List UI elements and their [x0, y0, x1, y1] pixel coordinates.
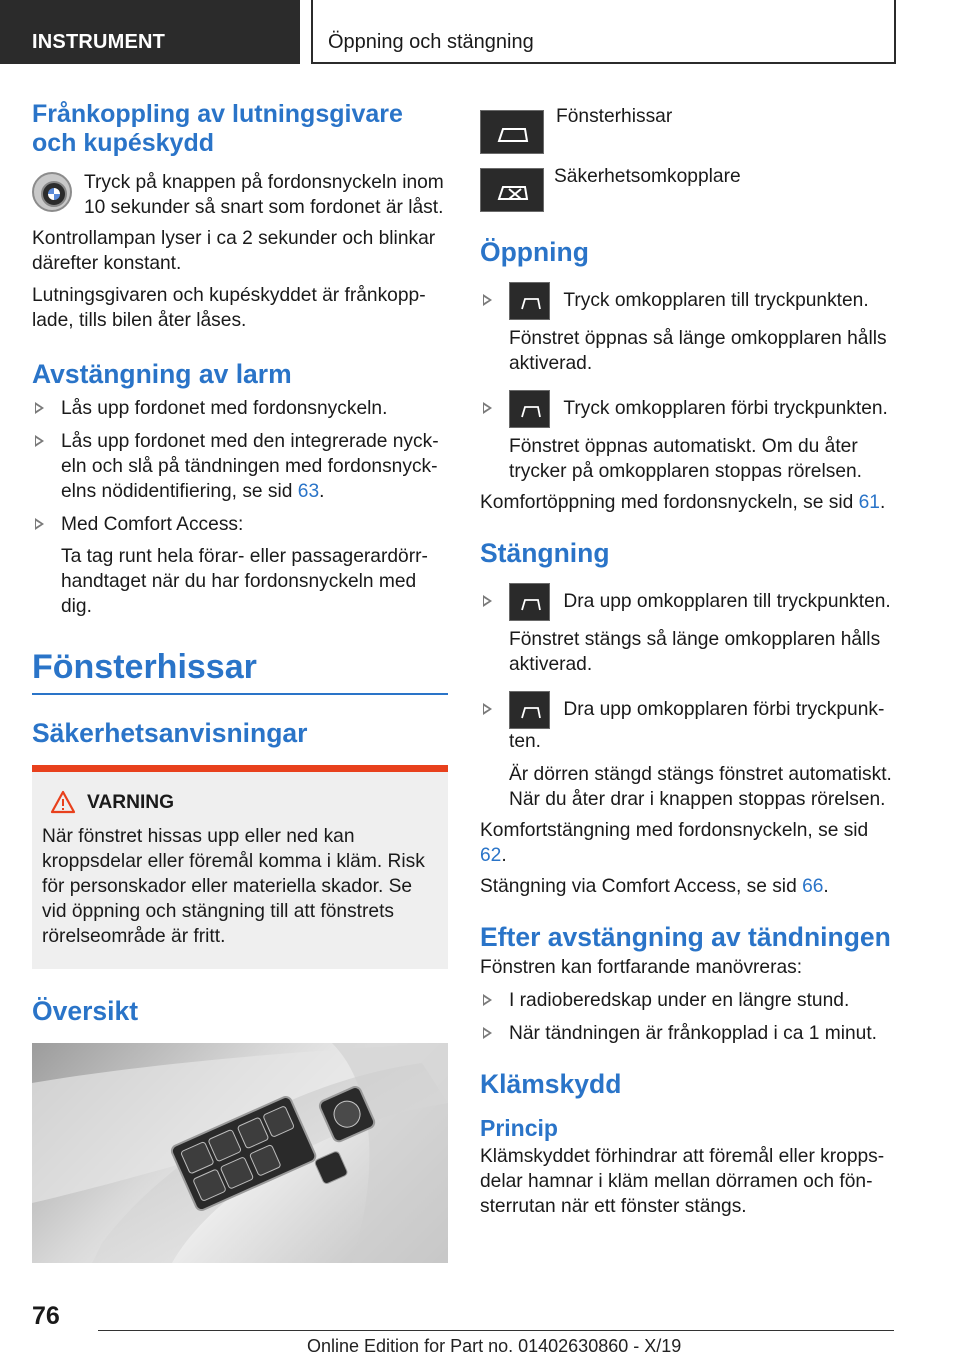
page-link-66[interactable]: 66	[802, 876, 824, 897]
heading-principle: Princip	[480, 1115, 558, 1141]
list-item: Tryck omkopplaren till tryckpunkten. Fönstret öppnas så länge omkopplaren hålls aktiverad.	[480, 282, 894, 376]
footer-rule	[98, 1330, 894, 1331]
list-item: Lås upp fordonet med fordonsnyckeln.	[32, 396, 448, 421]
heading-rule	[32, 693, 448, 695]
comfort-access-text: Stängning via Comfort Access, se sid 66.	[480, 876, 829, 897]
left-column	[32, 100, 448, 1263]
bullet-triangle-icon	[483, 994, 492, 1006]
door-switch-illustration	[32, 1043, 448, 1263]
warning-triangle-icon	[50, 790, 76, 814]
safety-switch-icon	[480, 168, 544, 212]
switch-icon	[509, 691, 550, 729]
switch-icon	[509, 390, 550, 428]
key-instruction	[32, 170, 448, 220]
list-item: Med Comfort Access: Ta tag runt hela förar- eller passagerardörrhandtaget när du har fordonsnyckeln med dig.	[32, 512, 448, 619]
bullet-triangle-icon	[35, 435, 44, 447]
warning-title: VARNING	[87, 791, 175, 813]
after-ignition-text: Fönstren kan fortfarande manövreras:	[480, 957, 803, 978]
tilt-paragraph-1: Kontrollampan lyser i ca 2 sekunder och blinkar därefter konstant.	[32, 228, 436, 274]
right-column	[480, 104, 894, 1219]
comfort-opening-text: Komfortöppning med fordonsnyckeln, se sid 61.	[480, 492, 886, 513]
bullet-triangle-icon	[35, 518, 44, 530]
heading-windows: Fönsterhissar	[32, 648, 257, 686]
legend-safety-switch: Säkerhetsomkopplare	[480, 164, 894, 224]
switch-icon	[509, 282, 550, 320]
tilt-paragraph-2: Lutningsgivaren och kupéskyddet är frånkopplade, tills bilen åter låses.	[32, 285, 426, 331]
pinch-protection-text: Klämskyddet förhindrar att föremål eller kroppsdelar hamnar i kläm mellan dörramen och fönsterrutan när ett fönster stängs.	[480, 1146, 885, 1217]
bullet-triangle-icon	[483, 1027, 492, 1039]
bullet-triangle-icon	[483, 402, 492, 414]
heading-tilt-sensor: Frånkoppling av lutningsgivare och kupéskydd	[32, 100, 403, 157]
list-item: Dra upp omkopplaren förbi tryckpunkten. Är dörren stängd stängs fönstret automatiskt. När du åter drar i knappen stoppas rörelsen.	[480, 691, 894, 812]
warning-text: När fönstret hissas upp eller ned kan kroppsdelar eller föremål komma i kläm. Risk för personskador eller materiella skador. Se vid öppning och stängning till att fönstrets rörelseområde är fritt.	[42, 825, 425, 947]
list-item: Tryck omkopplaren förbi tryckpunkten. Fönstret öppnas automatiskt. Om du åter trycker på omkopplaren stoppas rörelsen.	[480, 390, 894, 484]
list-item: När tändningen är frånkopplad i ca 1 minut.	[480, 1021, 894, 1046]
section-title: INSTRUMENT	[32, 31, 166, 53]
edition-text: Online Edition for Part no. 01402630860 - X/19	[307, 1336, 682, 1356]
key-instruction-text: Tryck på knappen på fordonsnyckeln inom 10 sekunder så snart som fordonet är låst.	[84, 172, 444, 218]
list-item: Dra upp omkopplaren till tryckpunkten. Fönstret stängs så länge omkopplaren hålls aktiverad.	[480, 583, 894, 677]
bmw-key-icon	[32, 172, 72, 212]
switch-icon	[509, 583, 550, 621]
page-link-63[interactable]: 63	[297, 481, 320, 502]
heading-after-ignition: Efter avstängning av tändningen	[480, 922, 891, 952]
heading-safety: Säkerhetsanvisningar	[32, 717, 308, 748]
legend-window-lifters: Fönsterhissar	[480, 104, 894, 150]
page-number: 76	[32, 1302, 60, 1330]
warning-box	[32, 765, 448, 969]
heading-alarm: Avstängning av larm	[32, 359, 292, 389]
heading-pinch-protection: Klämskydd	[480, 1069, 622, 1099]
chapter-title: Öppning och stängning	[328, 31, 534, 53]
comfort-closing-text: Komfortstängning med fordonsnyckeln, se sid 62.	[480, 820, 869, 866]
heading-opening: Öppning	[480, 237, 589, 267]
bullet-triangle-icon	[483, 595, 492, 607]
page-link-62[interactable]: 62	[480, 845, 502, 866]
window-switch-icon	[480, 110, 544, 154]
chapter-tab	[311, 0, 896, 64]
section-tab	[0, 0, 300, 64]
bullet-triangle-icon	[483, 703, 492, 715]
list-item: Lås upp fordonet med den integrerade nyckeln och slå på tändningen med fordonsnyckelns nödidentifiering, se sid 63.	[32, 429, 448, 504]
heading-overview: Översikt	[32, 995, 139, 1026]
page-link-61[interactable]: 61	[858, 492, 880, 513]
list-item: I radioberedskap under en längre stund.	[480, 988, 894, 1013]
bullet-triangle-icon	[483, 294, 492, 306]
heading-closing: Stängning	[480, 538, 610, 568]
bullet-triangle-icon	[35, 402, 44, 414]
